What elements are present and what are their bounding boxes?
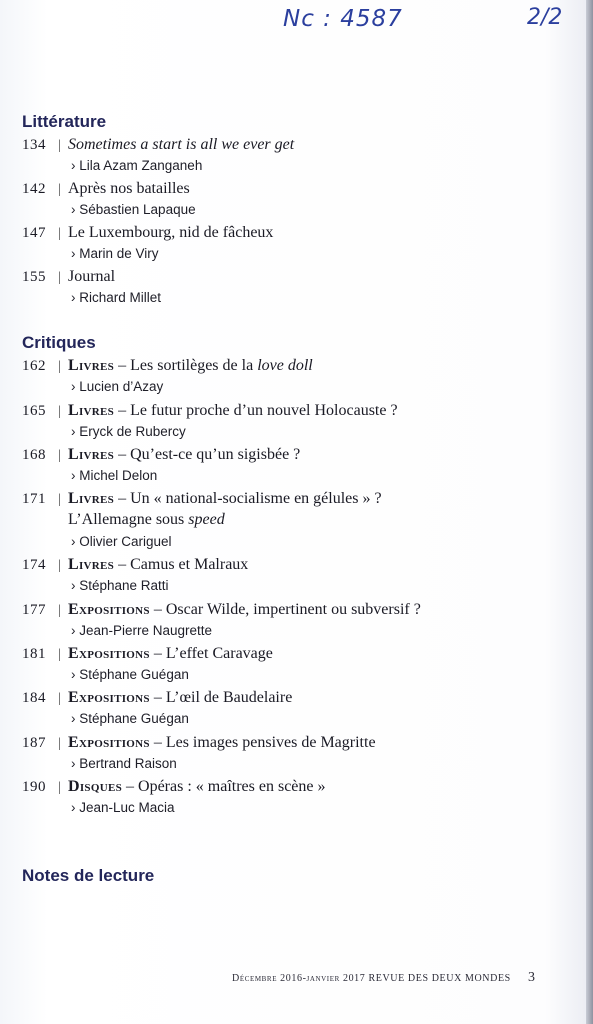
- page-number: 134: [22, 137, 46, 153]
- toc-entry[interactable]: [22, 135, 562, 177]
- rubric-label: Livres: [68, 556, 115, 573]
- page-number: 147: [22, 225, 46, 241]
- running-footer: [232, 973, 511, 984]
- entry-author: › Stéphane Ratti: [71, 578, 169, 593]
- entry-title: Livres – Le futur proche d’un nouvel Holocauste ?: [68, 402, 398, 419]
- entry-title: Après nos batailles: [68, 180, 190, 197]
- separator: |: [58, 226, 61, 241]
- entry-author: › Jean-Luc Macia: [71, 800, 175, 815]
- page-number: 168: [22, 447, 46, 463]
- rubric-label: Livres: [68, 402, 115, 419]
- toc-entry[interactable]: [22, 733, 562, 775]
- entry-author: › Lila Azam Zanganeh: [71, 158, 203, 173]
- separator: |: [58, 182, 61, 197]
- entry-title: Expositions – Les images pensives de Magritte: [68, 734, 376, 751]
- page-number: 187: [22, 735, 46, 751]
- entry-title: Journal: [68, 268, 116, 285]
- separator: |: [58, 736, 61, 751]
- page-number: 171: [22, 491, 46, 507]
- handwritten-reference: Nc : 4587: [283, 6, 403, 32]
- separator: |: [58, 780, 61, 795]
- entry-author: › Richard Millet: [71, 290, 162, 305]
- separator: |: [58, 603, 61, 618]
- separator: |: [58, 404, 61, 419]
- entry-title: Le Luxembourg, nid de fâcheux: [68, 224, 274, 241]
- section-heading-critiques: Critiques: [22, 333, 96, 352]
- rubric-label: Expositions: [68, 734, 150, 751]
- rubric-label: Livres: [68, 490, 115, 507]
- entry-title: Disques – Opéras : « maîtres en scène »: [68, 778, 326, 795]
- page-number: 184: [22, 690, 46, 706]
- page-number: 162: [22, 358, 46, 374]
- section-heading-notes-de-lecture: Notes de lecture: [22, 866, 155, 885]
- entry-author: › Jean-Pierre Naugrette: [71, 623, 213, 638]
- entry-author: › Eryck de Rubercy: [71, 424, 186, 439]
- separator: |: [58, 558, 61, 573]
- entry-title: Livres – Camus et Malraux: [68, 556, 249, 573]
- page-number: 142: [22, 181, 46, 197]
- separator: |: [58, 492, 61, 507]
- entry-author: › Stéphane Guégan: [71, 667, 189, 682]
- rubric-label: Disques: [68, 778, 123, 795]
- handwritten-page-count: 2/2: [527, 5, 563, 30]
- section-heading-litterature: Littérature: [22, 112, 107, 131]
- rubric-label: Expositions: [68, 645, 150, 662]
- toc-entry[interactable]: [22, 267, 562, 309]
- toc-entry[interactable]: [22, 401, 562, 443]
- entry-author: › Marin de Viry: [71, 246, 159, 261]
- entry-title: Expositions – L’effet Caravage: [68, 645, 273, 662]
- rubric-label: Expositions: [68, 601, 150, 618]
- page-number: 181: [22, 646, 46, 662]
- entry-title: Sometimes a start is all we ever get: [68, 136, 295, 153]
- page-number: 174: [22, 557, 46, 573]
- toc-entry[interactable]: [22, 644, 562, 686]
- rubric-label: Livres: [68, 357, 115, 374]
- entry-title: Expositions – L’œil de Baudelaire: [68, 689, 293, 706]
- toc-entry[interactable]: [22, 356, 562, 398]
- toc-entry[interactable]: [22, 179, 562, 221]
- entry-subtitle: L’Allemagne sous speed: [68, 511, 225, 528]
- toc-entry[interactable]: [22, 445, 562, 487]
- page-number: 165: [22, 403, 46, 419]
- toc-entry[interactable]: [22, 223, 562, 265]
- journal-name: REVUE DES DEUX MONDES: [368, 973, 511, 984]
- entry-author: › Sébastien Lapaque: [71, 202, 196, 217]
- issue-date: Décembre 2016-janvier 2017: [232, 973, 366, 984]
- entry-title: Livres – Un « national-socialisme en gélules » ?: [68, 490, 382, 507]
- entry-author: › Olivier Cariguel: [71, 534, 172, 549]
- page-folio: 3: [528, 970, 535, 985]
- rubric-label: Livres: [68, 446, 115, 463]
- separator: |: [58, 359, 61, 374]
- separator: |: [58, 138, 61, 153]
- entry-title: Livres – Les sortilèges de la love doll: [68, 357, 313, 374]
- entry-author: › Bertrand Raison: [71, 756, 177, 771]
- separator: |: [58, 270, 61, 285]
- entry-author: › Michel Delon: [71, 468, 158, 483]
- entry-title: Livres – Qu’est-ce qu’un sigisbée ?: [68, 446, 301, 463]
- entry-author: › Stéphane Guégan: [71, 711, 189, 726]
- entry-author: › Lucien d’Azay: [71, 379, 164, 394]
- entry-title: Expositions – Oscar Wilde, impertinent ou subversif ?: [68, 601, 421, 618]
- rubric-label: Expositions: [68, 689, 150, 706]
- toc-entry[interactable]: [22, 555, 562, 597]
- page-number: 155: [22, 269, 46, 285]
- toc-entry[interactable]: [22, 688, 562, 730]
- toc-entry[interactable]: [22, 489, 562, 553]
- separator: |: [58, 691, 61, 706]
- page-number: 177: [22, 602, 46, 618]
- separator: |: [58, 647, 61, 662]
- page-edge: [586, 0, 593, 1024]
- toc-entry[interactable]: [22, 777, 562, 819]
- toc-entry[interactable]: [22, 600, 562, 642]
- page-number: 190: [22, 779, 46, 795]
- separator: |: [58, 448, 61, 463]
